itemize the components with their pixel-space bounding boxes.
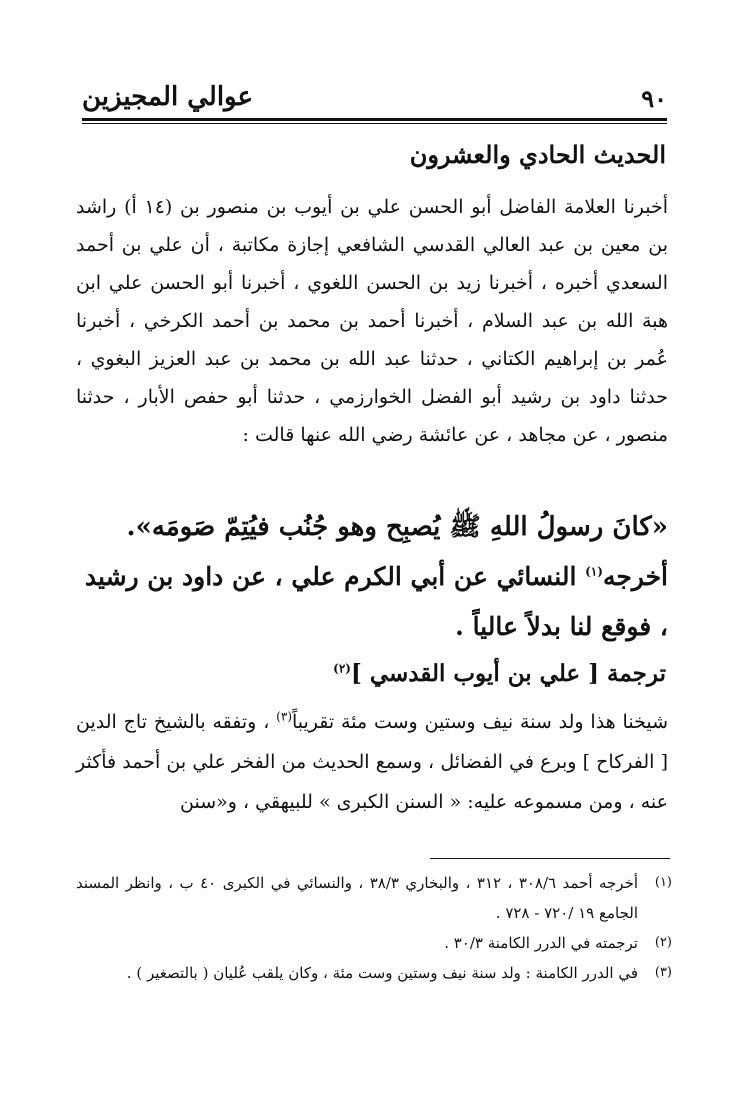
footnote-1 — [76, 868, 672, 928]
book-title: عوالي المجيزين — [82, 82, 253, 112]
footnote-2 — [76, 928, 672, 958]
footnote-2-text: ترجمته في الدرر الكامنة ٣٠/٣ . — [444, 934, 638, 952]
footnote-separator — [430, 858, 670, 859]
footnote-ref-1: (١) — [585, 564, 603, 579]
takhrij-prefix: أخرجه — [602, 562, 668, 591]
footnote-ref-2: (٢) — [333, 661, 351, 676]
footnote-ref-3: (٣) — [276, 709, 292, 724]
footnote-2-mark: (٢) — [654, 935, 672, 950]
footnote-3-mark: (٣) — [654, 965, 672, 980]
footnote-3-text: في الدرر الكامنة : ولد سنة نيف وستين وست مئة ، وكان يلقب عُليان ( بالتصغير ) . — [126, 964, 638, 982]
takhrij-text — [76, 552, 668, 652]
footnotes — [76, 868, 672, 988]
biography-part-2: ، وتفقه بالشيخ تاج الدين [ الفركاح ] وبرع في الفضائل ، وسمع الحديث من الفخر علي بن أحمد فأكثر عنه ، ومن مسموعه عليه: « السنن الكبرى » للبيهقي ، و«سنن — [76, 711, 668, 813]
header-rule — [82, 118, 667, 124]
hadith-text: «كانَ رسولُ اللهِ ﷺ يُصبِح وهو جُنُب فيُتِمّ صَومَه». — [126, 512, 668, 542]
biography-heading — [333, 660, 666, 687]
footnote-3 — [76, 958, 672, 988]
section-title: الحديث الحادي والعشرون — [409, 140, 666, 169]
footnote-1-text: أخرجه أحمد ٣٠٨/٦ ، ٣١٢ ، والبخاري ٣٨/٣ ، والنسائي في الكبرى ٤٠ ب ، وانظر المسند الجامع ١٩ /٧٢٠ - ٧٢٨ . — [76, 874, 639, 922]
isnad-text — [76, 188, 668, 454]
biography-part-1: شيخنا هذا ولد سنة نيف وستين وست مئة تقريباً — [292, 711, 668, 733]
biography-heading-text: ترجمة [ علي بن أيوب القدسي ] — [350, 660, 666, 687]
page-number: ٩٠ — [641, 84, 667, 113]
footnote-1-mark: (١) — [654, 875, 672, 890]
biography-text — [76, 702, 668, 822]
isnad-paragraph: أخبرنا العلامة الفاضل أبو الحسن علي بن أيوب بن منصور بن (١٤ أ) راشد بن معين بن عبد العالي القدسي الشافعي إجازة مكاتبة ، أن علي بن أحمد السعدي أخبره ، أخبرنا زيد بن الحسن اللغوي ، أخبرنا أبو الحسن علي ابن هبة الله بن عبد السلام ، أخبرنا أحمد بن محمد بن أحمد الكرخي ، أخبرنا عُمر بن إبراهيم الكتاني ، حدثنا عبد الله بن محمد بن عبد العزيز البغوي ، حدثنا داود بن رشيد أبو الفضل الخوارزمي ، حدثنا أبو حفص الأبار ، حدثنا منصور ، عن مجاهد ، عن عائشة رضي الله عنها قالت : — [76, 196, 668, 446]
page-header — [82, 80, 667, 116]
takhrij-rest: النسائي عن أبي الكرم علي ، عن داود بن رشيد ، فوقع لنا بدلاً عالياً . — [84, 562, 668, 641]
